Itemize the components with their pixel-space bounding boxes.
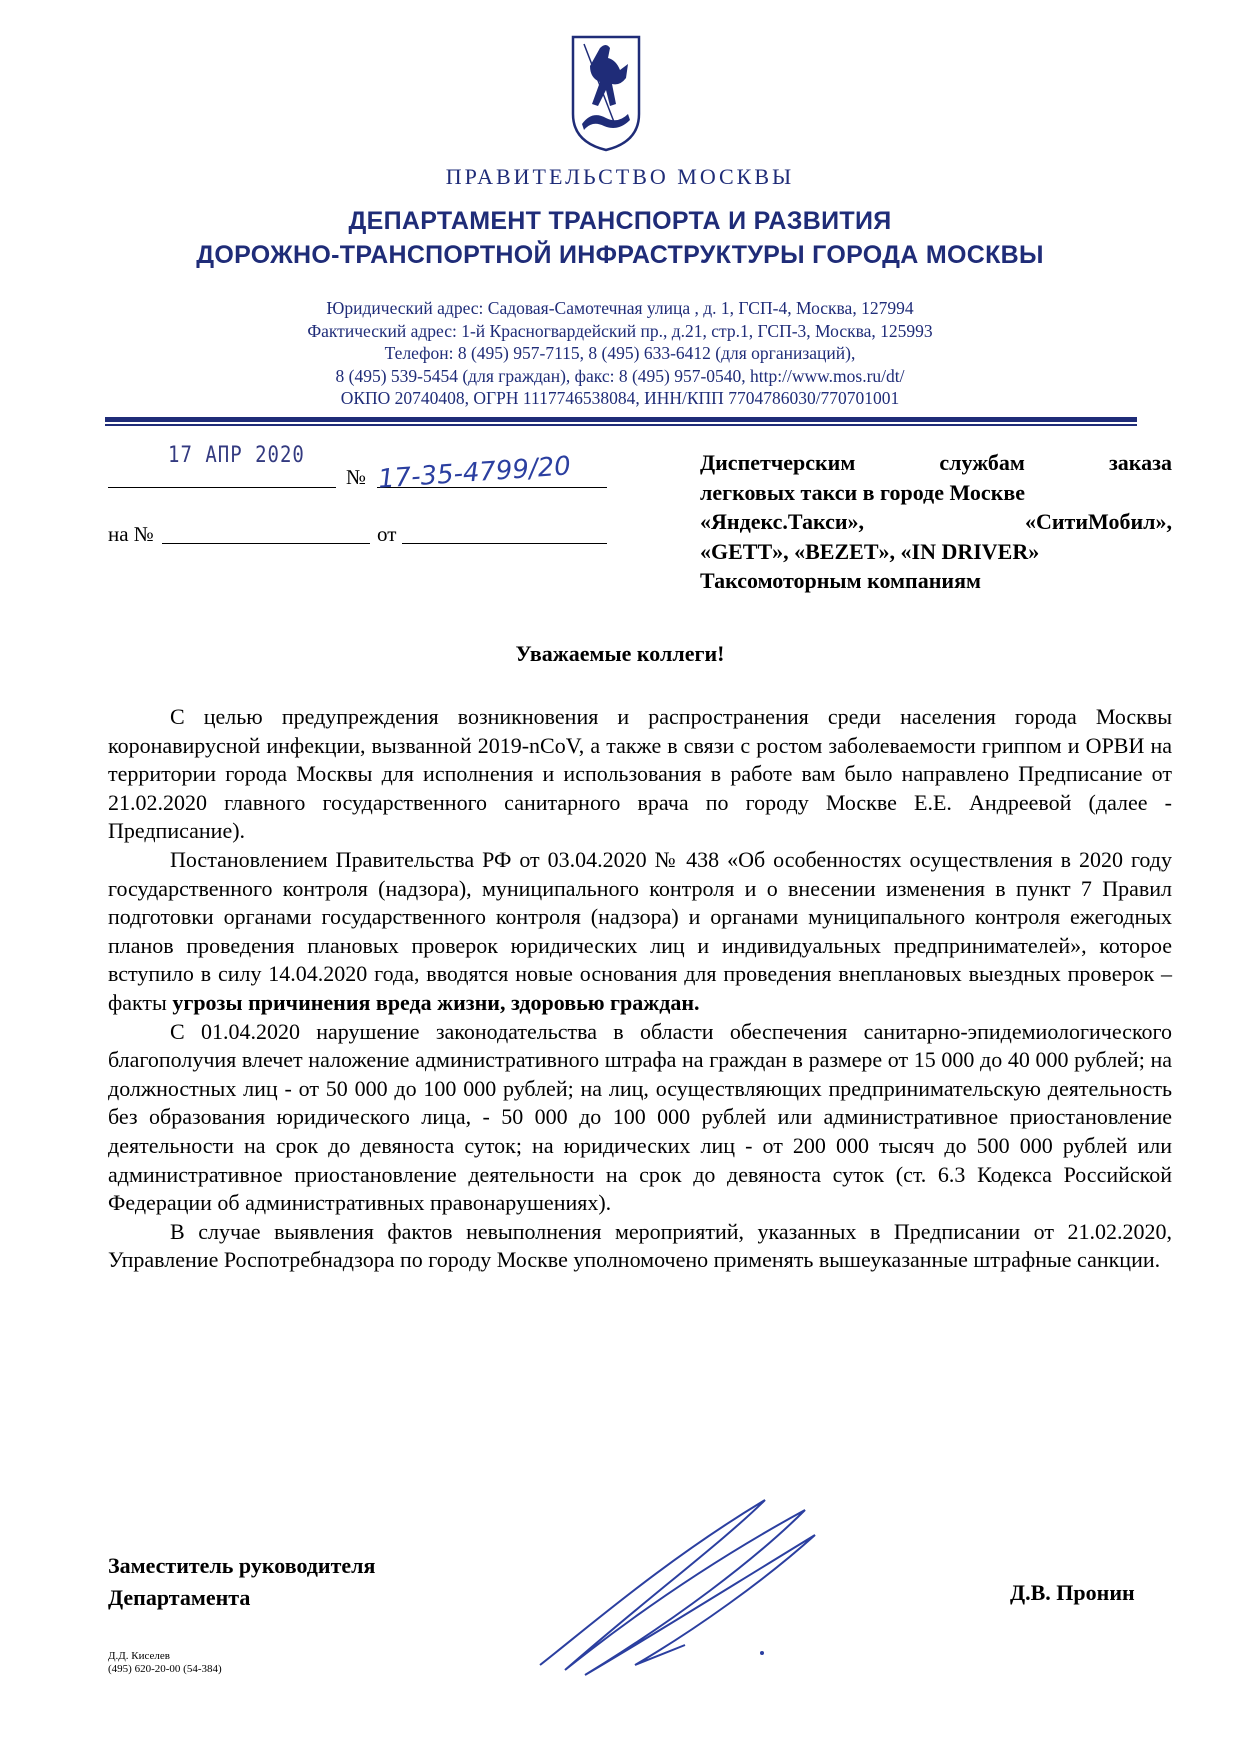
paragraph-2-end: . xyxy=(694,989,700,1015)
signatory-title-line2: Департамента xyxy=(108,1585,251,1610)
paragraph-3: С 01.04.2020 нарушение законодательства в области обеспечения санитарно-эпидемиологического благополучия влечет наложение административного штрафа на граждан в размере от 15 000 до 40 000 рублей; на должностных лиц - от 50 000 до 100 000 рублей; на лиц, осуществляющих предпринимательскую деятельность без образования юридического лица, - 50 000 до 100 000 рублей или административное приостановление деятельности на срок до девяноста суток; на юридических лиц - от 200 000 тысяч до 500 000 рублей или административное приостановление деятельности на срок до девяноста суток (ст. 6.3 Кодекса Российской Федерации об административных правонарушениях). xyxy=(108,1018,1172,1216)
department-contacts xyxy=(0,297,1240,410)
header-divider-thin xyxy=(105,424,1137,426)
letter-body xyxy=(108,703,1172,1275)
department-name-line2: ДОРОЖНО-ТРАНСПОРТНОЙ ИНФРАСТРУКТУРЫ ГОРОДА МОСКВЫ xyxy=(196,241,1044,269)
paragraph-2-emphasis: угрозы причинения вреда жизни, здоровью граждан xyxy=(172,989,695,1015)
executor-phone: (495) 620-20-00 (54-384) xyxy=(108,1663,222,1675)
government-name: ПРАВИТЕЛЬСТВО МОСКВЫ xyxy=(445,164,795,189)
recipient-line: «Яндекс.Такси», «СитиМобил», xyxy=(700,509,1172,534)
legal-address: Юридический адрес: Садовая-Самотечная улица , д. 1, ГСП-4, Москва, 127994 xyxy=(326,298,914,318)
handwritten-outgoing-number: 17-35-4799/20 xyxy=(377,451,572,495)
paragraph-4: В случае выявления фактов невыполнения мероприятий, указанных в Предписании от 21.02.2020, Управление Роспотребнадзора по городу Москве уполномочено применять вышеуказанные штрафные санкции. xyxy=(108,1218,1172,1273)
recipient-line: «GETT», «BEZET», «IN DRIVER» xyxy=(700,538,1040,564)
date-stamp: 17 АПР 2020 xyxy=(168,442,305,468)
handwritten-signature xyxy=(525,1480,825,1685)
reply-number-line xyxy=(162,543,370,544)
signatory-title xyxy=(108,1550,375,1614)
greeting: Уважаемые коллеги! xyxy=(515,641,725,666)
signatory-title-line1: Заместитель руководителя xyxy=(108,1553,376,1578)
date-field-line xyxy=(108,487,336,488)
paragraph-1: С целью предупреждения возникновения и распространения среди населения города Москвы коронавирусной инфекции, вызванной 2019-nCoV, а также в связи с ростом заболеваемости гриппом и ОРВИ на территории города Москвы для исполнения и использования в работе вам было направлено Предписание от 21.02.2020 главного государственного санитарного врача по городу Москве Е.Е. Андреевой (далее - Предписание). xyxy=(108,704,1172,844)
phone-fax-website: 8 (495) 539-5454 (для граждан), факс: 8 (495) 957-0540, http://www.mos.ru/dt/ xyxy=(335,365,905,386)
moscow-coat-of-arms-icon xyxy=(570,34,642,152)
recipient-line: легковых такси в городе Москве xyxy=(700,479,1026,505)
registration-codes: ОКПО 20740408, ОГРН 1117746538084, ИНН/КПП 7704786030/770701001 xyxy=(340,388,900,408)
paragraph-2 xyxy=(108,846,1172,1018)
reply-number-label: на № xyxy=(108,522,154,546)
signatory-name: Д.В. Пронин xyxy=(1010,1580,1135,1605)
executor-info xyxy=(108,1650,222,1676)
phone-line: Телефон: 8 (495) 957-7115, 8 (495) 633-6412 (для организаций), xyxy=(384,343,856,363)
executor-name: Д.Д. Киселев xyxy=(108,1650,170,1662)
department-name-line1: ДЕПАРТАМЕНТ ТРАНСПОРТА И РАЗВИТИЯ xyxy=(348,207,892,235)
header-divider-thick xyxy=(105,417,1137,422)
recipient-line: Таксомоторным компаниям xyxy=(700,568,981,593)
recipient-line: Диспетчерским службам заказа xyxy=(700,450,1172,475)
number-label: № xyxy=(346,465,367,489)
reply-date-label: от xyxy=(377,522,397,546)
actual-address: Фактический адрес: 1-й Красногвардейский пр., д.21, стр.1, ГСП-3, Москва, 125993 xyxy=(307,320,933,341)
paragraph-2-text: Постановлением Правительства РФ от 03.04.2020 № 438 «Об особенностях осуществления в 2020 году государственного контроля (надзора), муниципального контроля и о внесении изменения в пункт 7 Правил подготовки органами государственного контроля (надзора) и органами муниципального контроля ежегодных планов проведения плановых проверок юридических лиц и индивидуальных предпринимателей», которое вступило в силу 14.04.2020 года, вводятся новые основания для проведения внеплановых выездных проверок – факты xyxy=(108,846,1172,1015)
reply-date-line xyxy=(402,543,607,544)
recipient-block xyxy=(700,448,1172,596)
